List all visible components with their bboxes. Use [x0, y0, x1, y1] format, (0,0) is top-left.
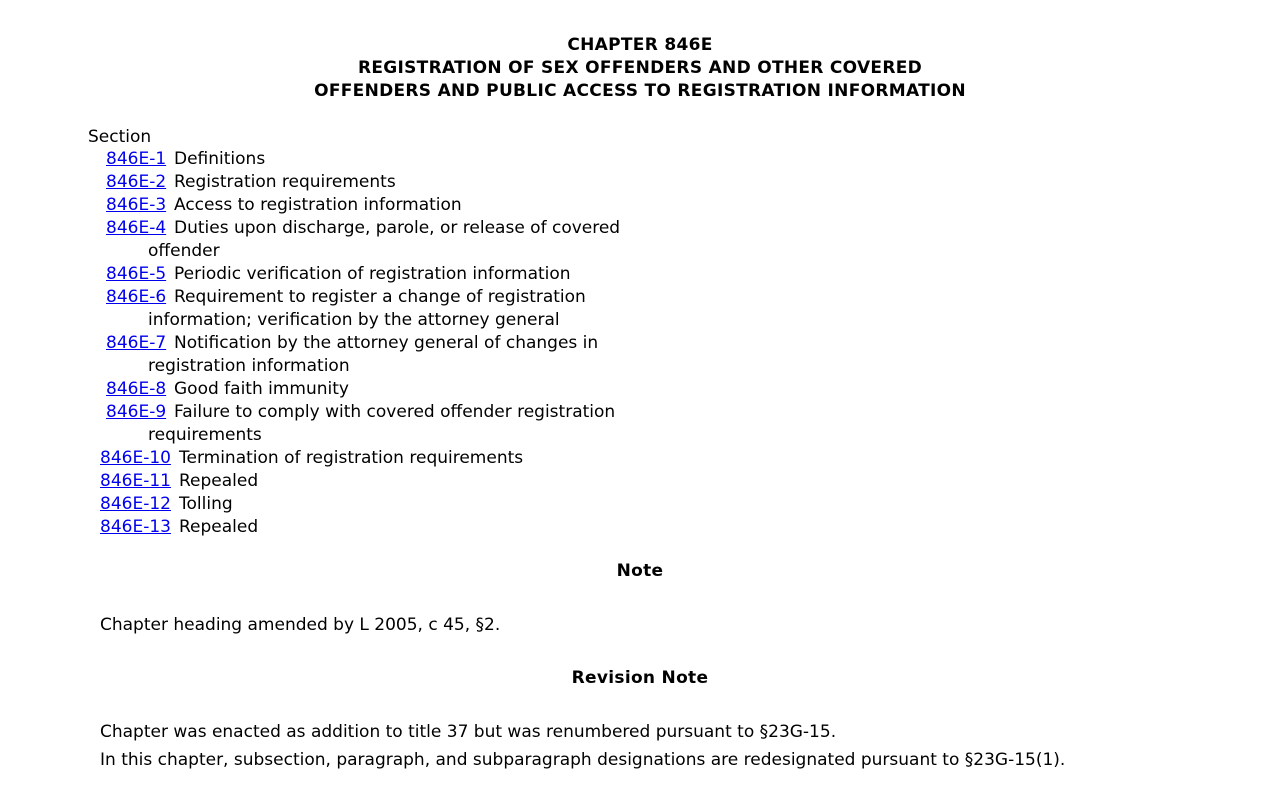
toc-title: Repealed — [179, 471, 259, 491]
toc-link[interactable]: 846E-1 — [106, 149, 167, 169]
toc-link[interactable]: 846E-6 — [106, 287, 167, 307]
toc-title: Registration requirements — [174, 172, 396, 192]
toc-link[interactable]: 846E-13 — [100, 517, 171, 537]
toc-title: Good faith immunity — [174, 379, 349, 399]
revision-note-line-2: In this chapter, subsection, paragraph, and subparagraph designations are redesignated pursuant to §23G-15(1). — [100, 750, 1066, 770]
toc-link[interactable]: 846E-4 — [106, 218, 167, 238]
note-heading: Note — [616, 561, 664, 581]
toc-title-continuation: requirements — [148, 425, 262, 445]
toc-title: Requirement to register a change of registration — [174, 287, 586, 307]
toc-title-continuation: offender — [148, 241, 220, 261]
toc-title: Repealed — [179, 517, 259, 537]
toc-link[interactable]: 846E-12 — [100, 494, 171, 514]
toc-title: Failure to comply with covered offender registration — [174, 402, 616, 422]
toc-title-continuation: information; verification by the attorney general — [148, 310, 560, 330]
toc-title: Periodic verification of registration information — [174, 264, 571, 284]
toc-link[interactable]: 846E-10 — [100, 448, 171, 468]
note-text: Chapter heading amended by L 2005, c 45, §2. — [100, 615, 501, 635]
section-label: Section — [88, 127, 152, 147]
toc-link[interactable]: 846E-8 — [106, 379, 167, 399]
toc-link[interactable]: 846E-3 — [106, 195, 167, 215]
toc-title: Tolling — [179, 494, 233, 514]
toc-link[interactable]: 846E-11 — [100, 471, 171, 491]
chapter-number: CHAPTER 846E — [567, 35, 713, 55]
toc-title: Duties upon discharge, parole, or release of covered — [174, 218, 621, 238]
toc-link[interactable]: 846E-9 — [106, 402, 167, 422]
toc-link[interactable]: 846E-5 — [106, 264, 167, 284]
chapter-title-line-2: OFFENDERS AND PUBLIC ACCESS TO REGISTRATION INFORMATION — [314, 81, 966, 101]
toc-link[interactable]: 846E-7 — [106, 333, 167, 353]
toc-title: Termination of registration requirements — [179, 448, 524, 468]
revision-note-heading: Revision Note — [571, 668, 709, 688]
toc-title: Definitions — [174, 149, 266, 169]
toc-title: Notification by the attorney general of changes in — [174, 333, 599, 353]
revision-note-line-1: Chapter was enacted as addition to title 37 but was renumbered pursuant to §23G-15. — [100, 722, 837, 742]
chapter-title-line-1: REGISTRATION OF SEX OFFENDERS AND OTHER COVERED — [357, 58, 923, 78]
toc-link[interactable]: 846E-2 — [106, 172, 167, 192]
toc-title-continuation: registration information — [148, 356, 350, 376]
toc-title: Access to registration information — [174, 195, 462, 215]
